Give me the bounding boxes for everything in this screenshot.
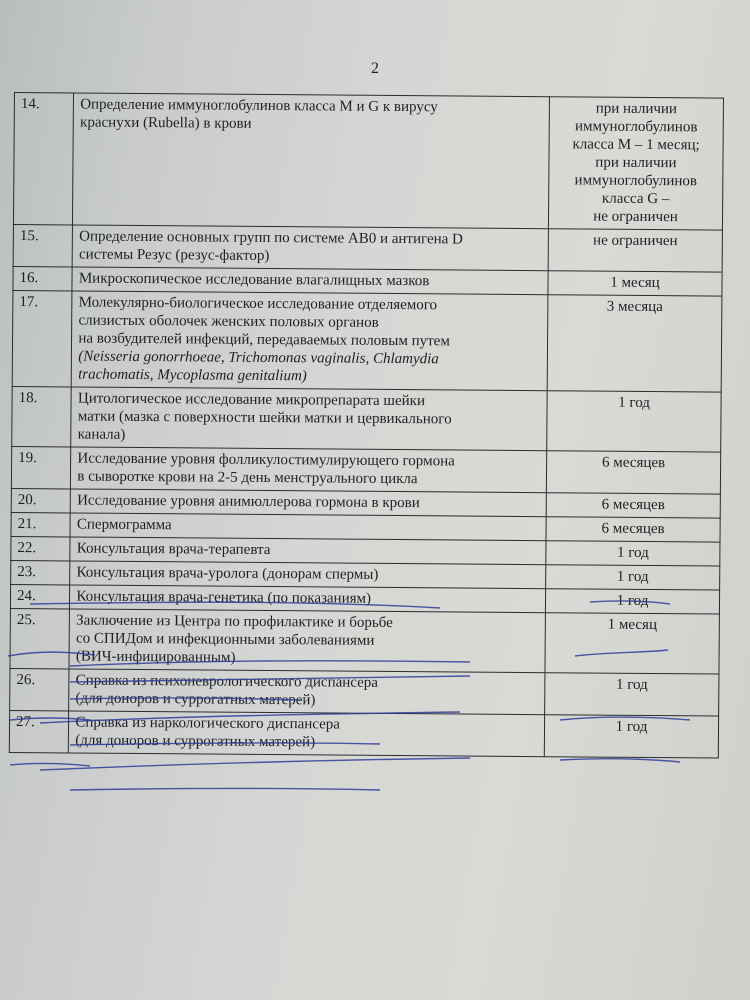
validity-period — [546, 451, 720, 494]
service-name-line: системы Резус (резус-фактор) — [78, 246, 270, 265]
service-name — [72, 291, 548, 391]
row-number: 15. — [13, 224, 73, 266]
validity-period-line: 1 год — [615, 718, 648, 735]
document-table — [9, 92, 724, 759]
validity-period-line: 1 месяц — [607, 616, 658, 634]
validity-period-line: 3 месяца — [606, 298, 663, 316]
validity-period — [547, 295, 722, 392]
validity-period-line: при наличии — [595, 154, 677, 172]
validity-period-line: не ограничен — [593, 232, 678, 250]
service-name — [69, 669, 545, 715]
row-number: 26. — [10, 668, 70, 710]
validity-period — [546, 493, 720, 518]
service-name-line: Цитологическое исследование микропрепарата шейки — [77, 390, 426, 410]
service-name — [69, 711, 545, 757]
table-row — [12, 386, 721, 452]
table-body — [9, 93, 723, 759]
service-name-line: Микроскопическое исследование влагалищных мазков — [78, 270, 430, 290]
row-number: 23. — [11, 560, 71, 584]
validity-period-line: 6 месяцев — [601, 496, 665, 514]
validity-period-line: 1 год — [618, 394, 650, 412]
service-name-line: Консультация врача-генетика (по показаниям) — [76, 588, 372, 607]
table-row — [10, 668, 719, 716]
service-name-line: краснухи (Rubella) в крови — [80, 114, 252, 132]
validity-period — [547, 391, 721, 452]
service-name-line: Справка из психоневрологического диспансера — [75, 672, 379, 691]
service-name-line: Молекулярно-биологическое исследование отделяемого — [78, 294, 438, 314]
row-number: 18. — [12, 386, 72, 446]
row-number: 20. — [11, 488, 71, 512]
validity-period-line: 1 месяц — [610, 274, 660, 292]
service-name-line: слизистых оболочек женских половых органов — [78, 312, 379, 331]
pen-line-row-27-start — [10, 763, 90, 766]
page-number: 2 — [371, 60, 379, 77]
table-row — [10, 608, 719, 674]
table-row — [12, 290, 722, 392]
table-row — [13, 224, 722, 272]
validity-period-line: 1 год — [616, 592, 649, 609]
validity-period-line: иммуноглобулинов — [574, 118, 698, 136]
row-number: 24. — [10, 584, 70, 608]
service-name-line: со СПИДом и инфекционными заболеваниями — [75, 630, 375, 649]
pen-line-row-27-term — [560, 759, 680, 762]
service-name-line: Исследование уровня фолликулостимулирующего гормона — [77, 450, 455, 470]
validity-period — [546, 541, 720, 566]
pen-line-row-27-name — [40, 758, 470, 770]
row-number: 16. — [13, 266, 73, 290]
service-name — [70, 537, 546, 565]
service-name-line: в сыворотке крови на 2-5 день менструального цикла — [77, 468, 418, 488]
service-name-line: канала) — [77, 426, 126, 443]
service-name — [71, 447, 547, 493]
service-name-line: матки (мазка с поверхности шейки матки и цервикального — [77, 408, 452, 428]
validity-period-line: класса М – 1 месяц; — [572, 136, 700, 154]
service-name-line: (ВИЧ-инфицированным) — [75, 648, 236, 666]
service-name-line: Спермограмма — [76, 516, 172, 534]
service-name-line: (для доноров и суррогатных матерей) — [75, 690, 316, 709]
validity-period-line: 1 год — [616, 568, 649, 585]
pen-line-row-27-name-2 — [70, 789, 380, 791]
row-number: 14. — [13, 93, 73, 225]
validity-period-line: 1 год — [616, 544, 649, 561]
validity-period — [546, 565, 720, 590]
row-number: 17. — [12, 290, 72, 386]
row-number: 22. — [11, 536, 71, 560]
service-name-line: (Neisseria gonorrhoeae, Trichomonas vaginalis, Chlamydia — [78, 348, 439, 368]
table-row — [9, 710, 718, 758]
validity-period — [545, 589, 719, 614]
validity-period-line: 6 месяцев — [601, 454, 666, 472]
validity-period-line: при наличии — [595, 100, 678, 118]
service-name — [73, 93, 550, 229]
service-name — [71, 387, 547, 451]
service-name — [69, 609, 545, 673]
validity-period — [546, 517, 720, 542]
validity-period-line: иммуноглобулинов — [574, 172, 698, 190]
table-row — [13, 93, 723, 231]
service-name — [72, 225, 548, 271]
validity-period — [545, 673, 719, 716]
validity-period — [548, 271, 722, 296]
service-name-line: Исследование уровня анимюллерова гормона в крови — [77, 492, 420, 512]
table-row — [11, 446, 720, 494]
service-name-line: на возбудителей инфекций, передаваемых половым путем — [78, 330, 450, 350]
row-number: 27. — [9, 710, 69, 752]
validity-period-line: не ограничен — [593, 208, 678, 226]
validity-period — [544, 715, 718, 758]
row-number: 25. — [10, 608, 70, 668]
service-name-line: (для доноров и суррогатных матерей) — [75, 732, 316, 751]
service-name-line: Справка из наркологического диспансера — [75, 714, 341, 733]
validity-period — [545, 613, 719, 674]
validity-period-line: 6 месяцев — [601, 520, 665, 538]
row-number: 21. — [11, 512, 71, 536]
service-name-line: Заключение из Центра по профилактике и борьбе — [76, 612, 393, 631]
row-number: 19. — [11, 446, 71, 488]
service-name-line: Определение основных групп по системе AB0 и антигена D — [79, 228, 463, 248]
service-name-line: Консультация врача-терапевта — [76, 540, 271, 559]
validity-period-line: класса G – — [601, 190, 670, 208]
service-name-line: Консультация врача-уролога (донорам спермы) — [76, 564, 379, 583]
validity-period — [548, 97, 723, 230]
validity-period-line: 1 год — [615, 676, 648, 693]
validity-period — [548, 229, 722, 272]
service-name-line: trachomatis, Mycoplasma genitalium) — [78, 366, 307, 385]
service-name-line: Определение иммуноглобулинов класса М и G к вирусу — [80, 96, 438, 116]
